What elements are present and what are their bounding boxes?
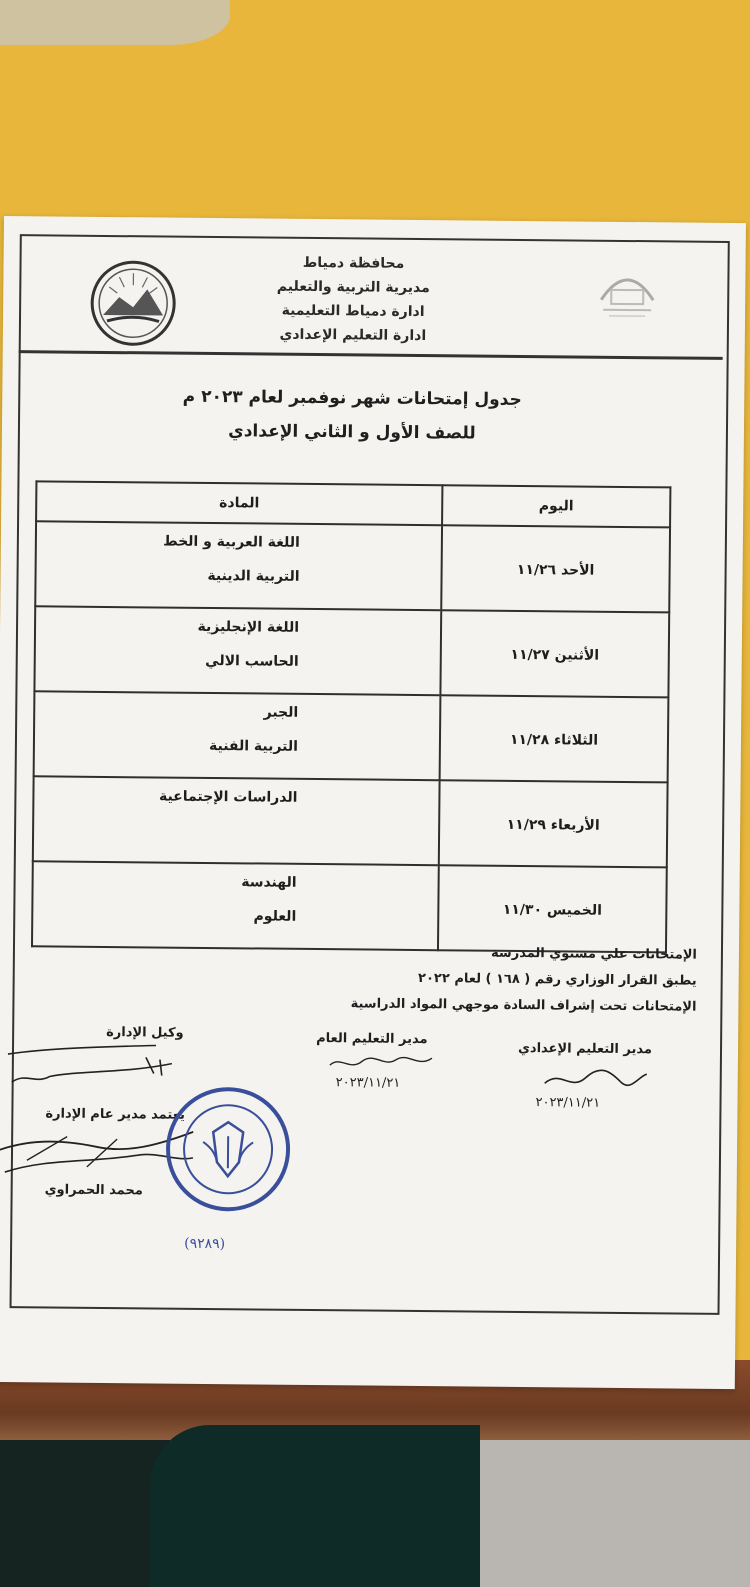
signature-general-director: مدير التعليم العام — [316, 1031, 428, 1048]
signature-prep-director: مدير التعليم الإعدادي — [517, 1040, 653, 1058]
wall-spot — [0, 0, 230, 45]
subject-text: الدراسات الإجتماعية — [158, 788, 298, 806]
table-row — [34, 691, 669, 782]
header-line-directorate: مديرية التربية والتعليم — [276, 278, 430, 297]
subject-text: التربية الفنية — [208, 737, 298, 755]
day-cell: الأربعاء ١١/٢٩ — [439, 780, 668, 867]
date-prep-director: ٢٠٢٣/١١/٢١ — [535, 1095, 601, 1111]
header-line-administration: ادارة دمياط التعليمية — [281, 302, 425, 321]
day-cell: الثلاثاء ١١/٢٨ — [440, 695, 669, 782]
table-header-row — [36, 481, 670, 527]
official-stamp-icon — [162, 1084, 293, 1215]
subject-text: الحاسب الالي — [205, 652, 299, 670]
header-line-department: ادارة التعليم الإعدادي — [279, 326, 427, 345]
exam-schedule-table — [31, 480, 671, 953]
exam-notes — [256, 938, 697, 1020]
note-line: الإمتحانات علي مستوي المدرسة — [491, 945, 698, 963]
subject-cell — [32, 861, 439, 950]
subject-text: الجبر — [263, 704, 299, 721]
schedule-title — [122, 379, 583, 451]
table-row — [33, 776, 668, 867]
day-cell: الأثنين ١١/٢٧ — [440, 610, 669, 697]
subject-cell — [34, 606, 441, 695]
subject-cell — [34, 691, 441, 780]
signature-deputy: وكيل الإدارة — [106, 1025, 184, 1041]
date-general-director: ٢٠٢٣/١١/٢١ — [335, 1075, 401, 1091]
column-header-day: اليوم — [442, 485, 670, 527]
signature-scribble-icon — [326, 1051, 436, 1076]
deputy-signature-icon — [6, 1042, 176, 1088]
day-cell: الخميس ١١/٣٠ — [438, 865, 667, 952]
subject-cell — [35, 521, 442, 610]
handwritten-number: (٩٢٨٩) — [184, 1235, 226, 1253]
subject-text: العلوم — [253, 908, 297, 925]
signature-gm-title: يعتمد مدير عام الإدارة — [45, 1106, 186, 1123]
note-line: الإمتحانات تحت إشراف السادة موجهي المواد الدراسية — [350, 996, 697, 1015]
header-line-governorate: محافظة دمياط — [302, 254, 405, 272]
note-line: يطبق القرار الوزاري رقم ( ١٦٨ ) لعام ٢٠٢٢ — [418, 971, 697, 989]
title-line-1: جدول إمتحانات شهر نوفمبر لعام ٢٠٢٣ م — [182, 386, 522, 410]
day-cell: الأحد ١١/٢٦ — [441, 525, 670, 612]
signature-scribble-icon — [541, 1065, 651, 1094]
subject-cell — [33, 776, 440, 865]
title-line-2: للصف الأول و الثاني الإعدادي — [228, 421, 476, 444]
subject-text: اللغة الإنجليزية — [197, 618, 300, 636]
signature-gm-name: محمد الحمراوي — [44, 1182, 143, 1199]
table-row — [34, 606, 669, 697]
governorate-logo-icon — [89, 259, 178, 348]
subject-text: اللغة العربية و الخط — [163, 533, 300, 551]
table-row — [35, 521, 670, 612]
subject-text: الهندسة — [241, 874, 297, 891]
dark-cloth — [150, 1425, 480, 1587]
document-paper — [0, 216, 746, 1389]
column-header-subject: المادة — [36, 481, 442, 525]
subject-text: التربية الدينية — [207, 567, 300, 585]
document-header — [173, 250, 534, 349]
directorate-logo-icon — [591, 254, 664, 327]
dark-cloth-left — [0, 1440, 170, 1587]
